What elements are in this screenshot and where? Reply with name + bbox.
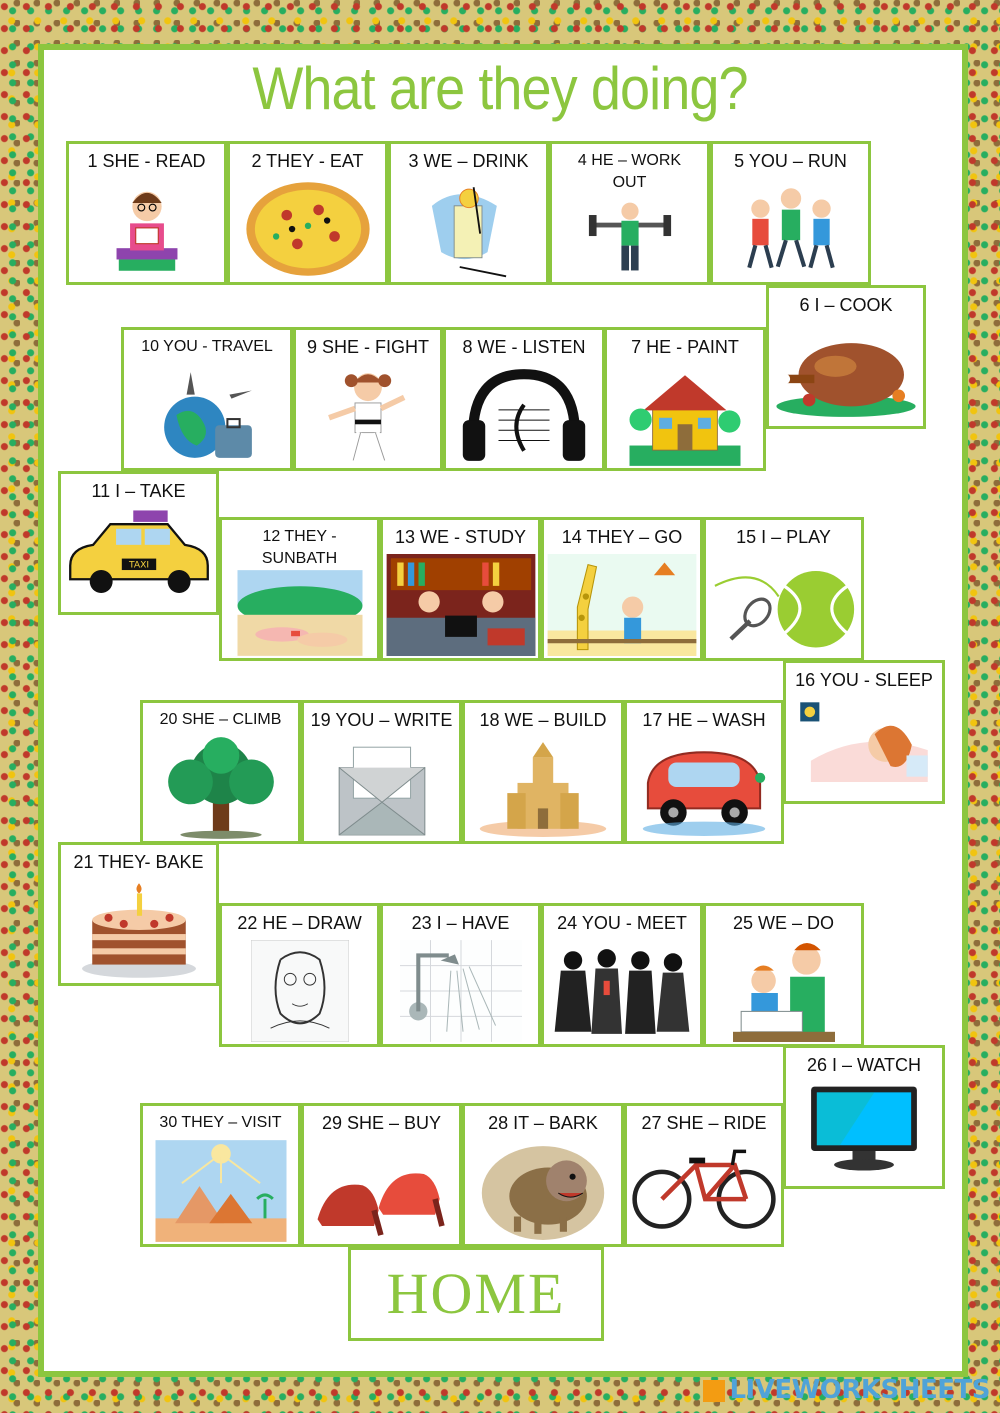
beach-icon xyxy=(237,570,362,661)
board-cell xyxy=(121,327,293,471)
board-cell xyxy=(549,141,710,285)
bicycle-icon xyxy=(630,1140,778,1236)
globe-suitcase-icon xyxy=(156,364,258,471)
board-cell xyxy=(624,700,784,844)
cell-label: 26 I – WATCH xyxy=(806,1055,922,1075)
brand-logo xyxy=(703,1375,990,1405)
cell-label: 22 HE – DRAW xyxy=(237,913,362,933)
cell-label: 9 SHE - FIGHT xyxy=(306,337,429,357)
tree-icon xyxy=(160,737,282,844)
cell-label: 16 YOU - SLEEP xyxy=(795,670,933,690)
karate-girl-icon xyxy=(322,364,415,471)
board-cell xyxy=(58,471,219,615)
cell-label: 8 WE - LISTEN xyxy=(462,337,586,357)
envelope-icon xyxy=(331,737,433,844)
shower-icon xyxy=(400,940,522,1047)
sandcastle-icon xyxy=(477,737,610,844)
home-cell: HOME xyxy=(348,1247,604,1341)
cell-label: 18 WE – BUILD xyxy=(479,710,607,730)
board-cell xyxy=(703,903,864,1047)
cell-label: 4 HE – WORK OUT xyxy=(577,152,682,191)
board-cell xyxy=(462,1103,624,1247)
cell-label: 21 THEY- BAKE xyxy=(73,852,204,872)
cell-label: 25 WE – DO xyxy=(732,913,835,933)
red-shoes-icon xyxy=(308,1140,455,1247)
monitor-icon xyxy=(807,1082,922,1179)
board-cell xyxy=(703,517,864,661)
board-cell xyxy=(443,327,605,471)
house-icon xyxy=(630,364,741,471)
cell-label: 15 I – PLAY xyxy=(736,527,831,547)
cell-label: 29 SHE – BUY xyxy=(321,1113,442,1133)
board-cell xyxy=(783,660,945,804)
car-icon xyxy=(638,737,771,844)
cell-label: 2 THEY - EAT xyxy=(251,151,364,171)
board-cell xyxy=(604,327,766,471)
cell-label: 6 I – COOK xyxy=(799,295,893,315)
cell-label: 11 I – TAKE xyxy=(91,481,186,501)
sketch-portrait-icon xyxy=(251,940,349,1047)
cell-label: 23 I – HAVE xyxy=(411,913,510,933)
cell-label: 28 IT – BARK xyxy=(488,1113,598,1133)
board-cell xyxy=(388,141,549,285)
board-cell xyxy=(710,141,871,285)
board-cell xyxy=(624,1103,784,1247)
cell-label: 10 YOU - TRAVEL xyxy=(141,338,273,355)
board-cell xyxy=(227,141,388,285)
people-group-icon xyxy=(551,940,694,1047)
cell-label: 17 HE – WASH xyxy=(642,710,766,730)
brand-text: LIVEWORKSHEETS xyxy=(729,1375,990,1405)
lemonade-icon xyxy=(422,178,515,285)
board-cell xyxy=(293,327,443,471)
roast-turkey-icon xyxy=(772,322,920,424)
cell-label: 14 THEY – GO xyxy=(561,527,683,547)
board-cell xyxy=(462,700,624,844)
homework-icon xyxy=(733,940,835,1047)
page-title: What are they doing? xyxy=(252,55,748,122)
board-cell xyxy=(301,700,462,844)
cell-label: 7 HE - PAINT xyxy=(631,337,739,357)
board-cell xyxy=(301,1103,462,1247)
board-cell xyxy=(140,1103,301,1247)
board-cell xyxy=(219,903,380,1047)
board-cell xyxy=(541,903,703,1047)
pizza-icon xyxy=(244,178,372,285)
cell-label: 12 THEY - SUNBATH xyxy=(261,528,338,567)
board-cell xyxy=(140,700,301,844)
tennis-ball-icon xyxy=(709,554,858,661)
svg-text:TAXI: TAXI xyxy=(128,559,149,571)
library-icon xyxy=(386,554,535,661)
bulldog-icon xyxy=(477,1140,610,1247)
cake-icon xyxy=(78,879,200,986)
taxi-icon xyxy=(64,508,213,605)
cell-label: 1 SHE - READ xyxy=(87,151,206,171)
board-cell xyxy=(219,517,380,661)
reading-girl-icon xyxy=(107,178,186,285)
cell-label: 3 WE – DRINK xyxy=(408,151,529,171)
zoo-giraffe-icon xyxy=(548,554,697,661)
cell-label: 5 YOU – RUN xyxy=(734,151,847,171)
cell-label: 24 YOU - MEET xyxy=(557,913,687,933)
brand-logo-icon xyxy=(703,1380,725,1402)
pyramids-icon xyxy=(155,1140,286,1247)
board-cell xyxy=(783,1045,945,1189)
board-cell xyxy=(66,141,227,285)
board-cell xyxy=(541,517,703,661)
board-cell xyxy=(380,903,541,1047)
sleeping-girl-icon xyxy=(790,697,939,804)
board-cell xyxy=(380,517,541,661)
board-cell xyxy=(58,842,219,986)
cell-label: 13 WE - STUDY xyxy=(394,527,527,547)
cell-label: 20 SHE – CLIMB xyxy=(159,711,282,728)
board-cell xyxy=(766,285,926,429)
cell-label: 30 THEY – VISIT xyxy=(159,1114,282,1131)
runners-icon xyxy=(735,178,847,285)
headphones-icon xyxy=(458,364,591,471)
cell-label: 19 YOU – WRITE xyxy=(310,710,453,730)
weightlifter-icon xyxy=(587,194,673,285)
cell-label: 27 SHE – RIDE xyxy=(641,1113,767,1133)
